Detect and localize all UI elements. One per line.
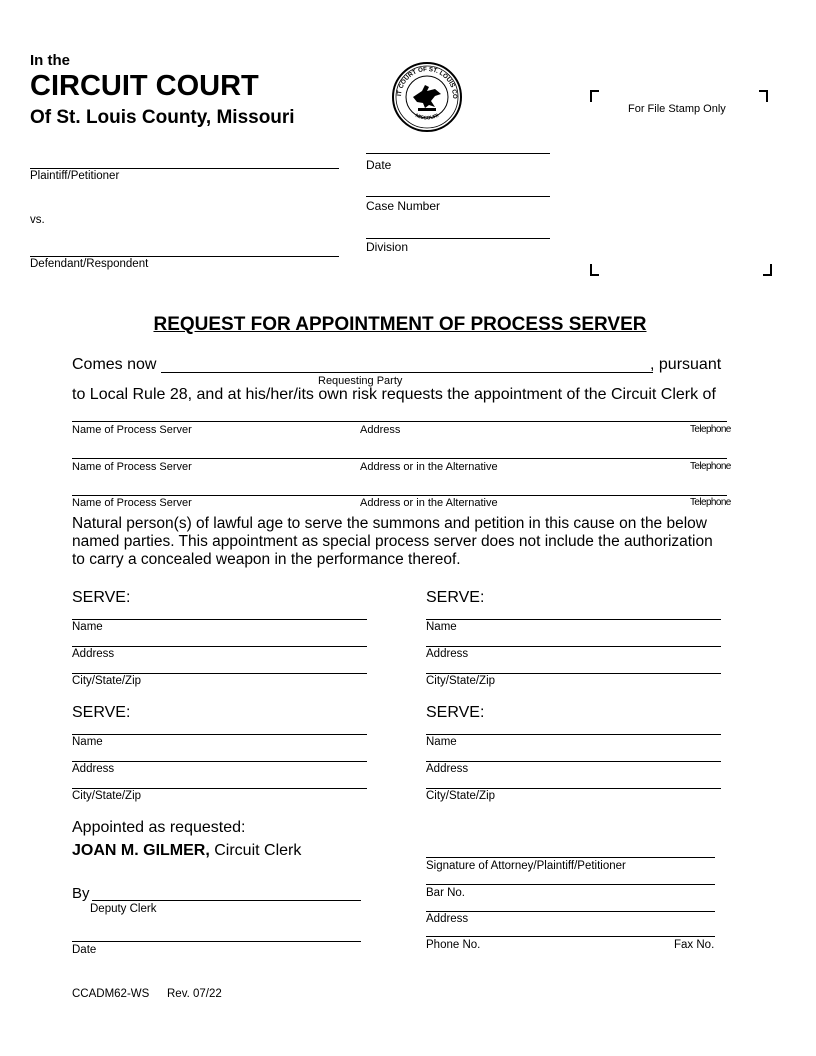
- form-title: REQUEST FOR APPOINTMENT OF PROCESS SERVER: [153, 314, 647, 335]
- court-seal-icon: [391, 61, 463, 133]
- form-revision: Rev. 07/22: [167, 988, 222, 1000]
- plaintiff-label: Plaintiff/Petitioner: [30, 170, 120, 182]
- server-3-address-label: Address or in the Alternative: [360, 497, 498, 509]
- serve-4-title: SERVE:: [426, 704, 485, 721]
- serve-4-city-line[interactable]: [426, 788, 721, 789]
- serve-2-city-line[interactable]: [426, 673, 721, 674]
- natural-persons-line-1: Natural person(s) of lawful age to serve the summons and petition in this cause on the below: [72, 515, 707, 532]
- bar-no-label: Bar No.: [426, 887, 465, 899]
- serve-2-name-label: Name: [426, 621, 457, 633]
- seal-bottom-text: MISSOURI: [414, 112, 440, 122]
- server-1-line[interactable]: [72, 421, 727, 422]
- server-3-phone-label: Telephone: [690, 497, 731, 508]
- header-in-the: In the: [30, 52, 70, 69]
- case-number-line[interactable]: [366, 196, 550, 197]
- clerk-line: [72, 842, 301, 860]
- defendant-label: Defendant/Respondent: [30, 258, 149, 270]
- date-label: Date: [366, 158, 392, 172]
- serve-3-name-label: Name: [72, 736, 103, 748]
- stamp-corner-top-left: [590, 90, 600, 102]
- phone-no-label: Phone No.: [426, 939, 481, 951]
- file-stamp-label: For File Stamp Only: [628, 103, 726, 115]
- plaintiff-line[interactable]: [30, 168, 339, 169]
- serve-1-city-line[interactable]: [72, 673, 367, 674]
- server-1-name-label: Name of Process Server: [72, 424, 192, 436]
- signature-line[interactable]: [426, 857, 715, 858]
- serve-3-address-label: Address: [72, 763, 115, 775]
- pursuant-text: , pursuant: [650, 356, 722, 373]
- comes-now-text: Comes now: [72, 356, 157, 373]
- serve-1-name-label: Name: [72, 621, 103, 633]
- stamp-corner-bottom-right: [762, 264, 772, 276]
- form-id: CCADM62-WS: [72, 988, 150, 1000]
- vs-label: vs.: [30, 214, 45, 226]
- court-name: CIRCUIT COURT: [30, 70, 259, 102]
- fax-no-label: Fax No.: [674, 939, 715, 951]
- date-line[interactable]: [366, 153, 550, 154]
- county-name: Of St. Louis County, Missouri: [30, 107, 295, 128]
- serve-1-city-label: City/State/Zip: [72, 675, 142, 687]
- server-2-phone-label: Telephone: [690, 461, 731, 472]
- division-line[interactable]: [366, 238, 550, 239]
- signature-label: Signature of Attorney/Plaintiff/Petitioner: [426, 860, 626, 872]
- case-number-label: Case Number: [366, 199, 441, 213]
- serve-1-address-label: Address: [72, 648, 115, 660]
- server-2-address-label: Address or in the Alternative: [360, 461, 498, 473]
- by-signature-line[interactable]: [92, 900, 361, 901]
- server-1-address-label: Address: [360, 424, 401, 436]
- requesting-party-line[interactable]: [161, 372, 653, 373]
- server-2-line[interactable]: [72, 458, 727, 459]
- serve-3-address-line[interactable]: [72, 761, 367, 762]
- serve-4-address-label: Address: [426, 763, 469, 775]
- appointment-date-line[interactable]: [72, 941, 361, 942]
- bar-no-line[interactable]: [426, 884, 715, 885]
- local-rule-text: to Local Rule 28, and at his/her/its own risk requests the appointment of the Circuit Clerk of: [72, 386, 716, 403]
- signature-address-line[interactable]: [426, 911, 715, 912]
- serve-3-title: SERVE:: [72, 704, 131, 721]
- serve-3-name-line[interactable]: [72, 734, 367, 735]
- serve-1-title: SERVE:: [72, 589, 131, 606]
- stamp-corner-top-right: [758, 90, 768, 102]
- natural-persons-line-2: named parties. This appointment as special process server does not include the authorization: [72, 533, 713, 550]
- defendant-line[interactable]: [30, 256, 339, 257]
- clerk-title: Circuit Clerk: [209, 842, 302, 859]
- by-label: By: [72, 885, 90, 902]
- serve-2-city-label: City/State/Zip: [426, 675, 496, 687]
- serve-4-city-label: City/State/Zip: [426, 790, 496, 802]
- stamp-corner-bottom-left: [590, 264, 600, 276]
- natural-persons-line-3: to carry a concealed weapon in the performance thereof.: [72, 551, 461, 568]
- serve-2-title: SERVE:: [426, 589, 485, 606]
- server-3-line[interactable]: [72, 495, 727, 496]
- serve-2-address-label: Address: [426, 648, 469, 660]
- serve-3-city-line[interactable]: [72, 788, 367, 789]
- clerk-name: JOAN M. GILMER,: [72, 842, 210, 859]
- serve-2-name-line[interactable]: [426, 619, 721, 620]
- serve-3-city-label: City/State/Zip: [72, 790, 142, 802]
- server-3-name-label: Name of Process Server: [72, 497, 192, 509]
- signature-address-label: Address: [426, 913, 469, 925]
- appointment-date-label: Date: [72, 944, 97, 956]
- division-label: Division: [366, 240, 409, 254]
- serve-2-address-line[interactable]: [426, 646, 721, 647]
- requesting-party-label: Requesting Party: [318, 375, 403, 387]
- server-1-phone-label: Telephone: [690, 424, 731, 435]
- serve-1-address-line[interactable]: [72, 646, 367, 647]
- serve-4-name-label: Name: [426, 736, 457, 748]
- serve-4-address-line[interactable]: [426, 761, 721, 762]
- phone-fax-line[interactable]: [426, 936, 715, 937]
- seal-top-text: IT COURT OF ST. LOUIS CO: [396, 65, 459, 99]
- server-2-name-label: Name of Process Server: [72, 461, 192, 473]
- deputy-clerk-label: Deputy Clerk: [90, 903, 157, 915]
- serve-1-name-line[interactable]: [72, 619, 367, 620]
- appointed-text: Appointed as requested:: [72, 819, 246, 836]
- serve-4-name-line[interactable]: [426, 734, 721, 735]
- court-seal: [391, 61, 463, 133]
